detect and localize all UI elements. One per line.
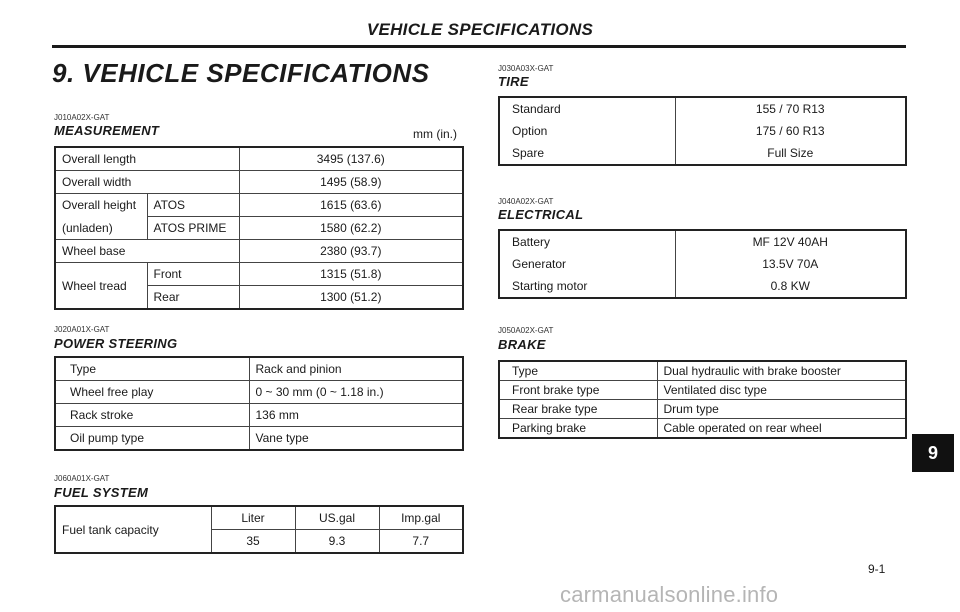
front-tread-value: 1315 (51.8) (239, 263, 463, 286)
front-brake-label: Front brake type (499, 381, 657, 400)
power-steering-table (54, 356, 464, 451)
ps-free-play-label: Wheel free play (55, 381, 249, 404)
table-row (55, 217, 463, 240)
table-row (55, 506, 463, 530)
running-head: VEHICLE SPECIFICATIONS (366, 20, 594, 39)
front-brake-value: Ventilated disc type (657, 381, 906, 400)
ps-rack-stroke-value: 136 mm (249, 404, 463, 427)
parking-brake-value: Cable operated on rear wheel (657, 419, 906, 439)
tire-option-label: Option (499, 120, 675, 142)
table-row (499, 253, 906, 275)
overall-length-value: 3495 (137.6) (239, 147, 463, 171)
atos-prime-value: 1580 (62.2) (239, 217, 463, 240)
wheel-base-label: Wheel base (55, 240, 239, 263)
generator-value: 13.5V 70A (675, 253, 906, 275)
ps-rack-stroke-label: Rack stroke (55, 404, 249, 427)
table-row (55, 171, 463, 194)
table-row (499, 142, 906, 165)
power-steering-title: POWER STEERING (54, 336, 178, 351)
table-row (55, 404, 463, 427)
tire-table (498, 96, 907, 166)
measurement-title: MEASUREMENT (54, 123, 160, 138)
brake-type-label: Type (499, 361, 657, 381)
header-rule (52, 45, 906, 48)
fuel-tank-capacity-label: Fuel tank capacity (55, 506, 211, 553)
tire-spare-value: Full Size (675, 142, 906, 165)
tire-standard-value: 155 / 70 R13 (675, 97, 906, 120)
measurement-table (54, 146, 464, 310)
liter-value: 35 (211, 530, 295, 554)
ps-type-label: Type (55, 357, 249, 381)
us-gal-header: US.gal (295, 506, 379, 530)
overall-width-label: Overall width (55, 171, 239, 194)
overall-height-sublabel: (unladen) (55, 217, 147, 240)
tire-option-value: 175 / 60 R13 (675, 120, 906, 142)
table-row (55, 357, 463, 381)
liter-header: Liter (211, 506, 295, 530)
imp-gal-value: 7.7 (379, 530, 463, 554)
imp-gal-header: Imp.gal (379, 506, 463, 530)
page-number: 9-1 (868, 562, 886, 576)
brake-code: J050A02X-GAT (498, 326, 554, 335)
starting-motor-value: 0.8 KW (675, 275, 906, 298)
rear-brake-label: Rear brake type (499, 400, 657, 419)
fuel-system-table (54, 505, 464, 554)
table-row (55, 427, 463, 451)
table-row (55, 263, 463, 286)
ps-oil-pump-value: Vane type (249, 427, 463, 451)
chapter-tab: 9 (912, 434, 954, 472)
measurement-code: J010A02X-GAT (54, 113, 110, 122)
wheel-base-value: 2380 (93.7) (239, 240, 463, 263)
electrical-table (498, 229, 907, 299)
tire-title: TIRE (498, 74, 529, 89)
table-row (499, 361, 906, 381)
front-label: Front (147, 263, 239, 286)
atos-value: 1615 (63.6) (239, 194, 463, 217)
us-gal-value: 9.3 (295, 530, 379, 554)
electrical-title: ELECTRICAL (498, 207, 584, 222)
table-row (55, 147, 463, 171)
starting-motor-label: Starting motor (499, 275, 675, 298)
rear-brake-value: Drum type (657, 400, 906, 419)
atos-label: ATOS (147, 194, 239, 217)
fuel-system-code: J060A01X-GAT (54, 474, 110, 483)
tire-standard-label: Standard (499, 97, 675, 120)
table-row (499, 120, 906, 142)
ps-oil-pump-label: Oil pump type (55, 427, 249, 451)
ps-free-play-value: 0 ~ 30 mm (0 ~ 1.18 in.) (249, 381, 463, 404)
table-row (55, 194, 463, 217)
table-row (499, 381, 906, 400)
atos-prime-label: ATOS PRIME (147, 217, 239, 240)
tire-spare-label: Spare (499, 142, 675, 165)
brake-title: BRAKE (498, 337, 546, 352)
ps-type-value: Rack and pinion (249, 357, 463, 381)
overall-width-value: 1495 (58.9) (239, 171, 463, 194)
brake-type-value: Dual hydraulic with brake booster (657, 361, 906, 381)
measurement-unit: mm (in.) (413, 127, 457, 141)
wheel-tread-label: Wheel tread (55, 263, 147, 310)
rear-tread-value: 1300 (51.2) (239, 286, 463, 310)
table-row (499, 275, 906, 298)
power-steering-code: J020A01X-GAT (54, 325, 110, 334)
brake-table (498, 360, 907, 439)
table-row (55, 240, 463, 263)
table-row (499, 419, 906, 439)
battery-label: Battery (499, 230, 675, 253)
electrical-code: J040A02X-GAT (498, 197, 554, 206)
table-row (55, 381, 463, 404)
battery-value: MF 12V 40AH (675, 230, 906, 253)
parking-brake-label: Parking brake (499, 419, 657, 439)
overall-length-label: Overall length (55, 147, 239, 171)
fuel-system-title: FUEL SYSTEM (54, 485, 149, 500)
table-row (499, 400, 906, 419)
rear-label: Rear (147, 286, 239, 310)
tire-code: J030A03X-GAT (498, 64, 554, 73)
watermark: carmanualsonline.info (560, 582, 779, 607)
generator-label: Generator (499, 253, 675, 275)
table-row (499, 97, 906, 120)
overall-height-label: Overall height (55, 194, 147, 217)
table-row (499, 230, 906, 253)
chapter-title: 9. VEHICLE SPECIFICATIONS (52, 58, 430, 88)
